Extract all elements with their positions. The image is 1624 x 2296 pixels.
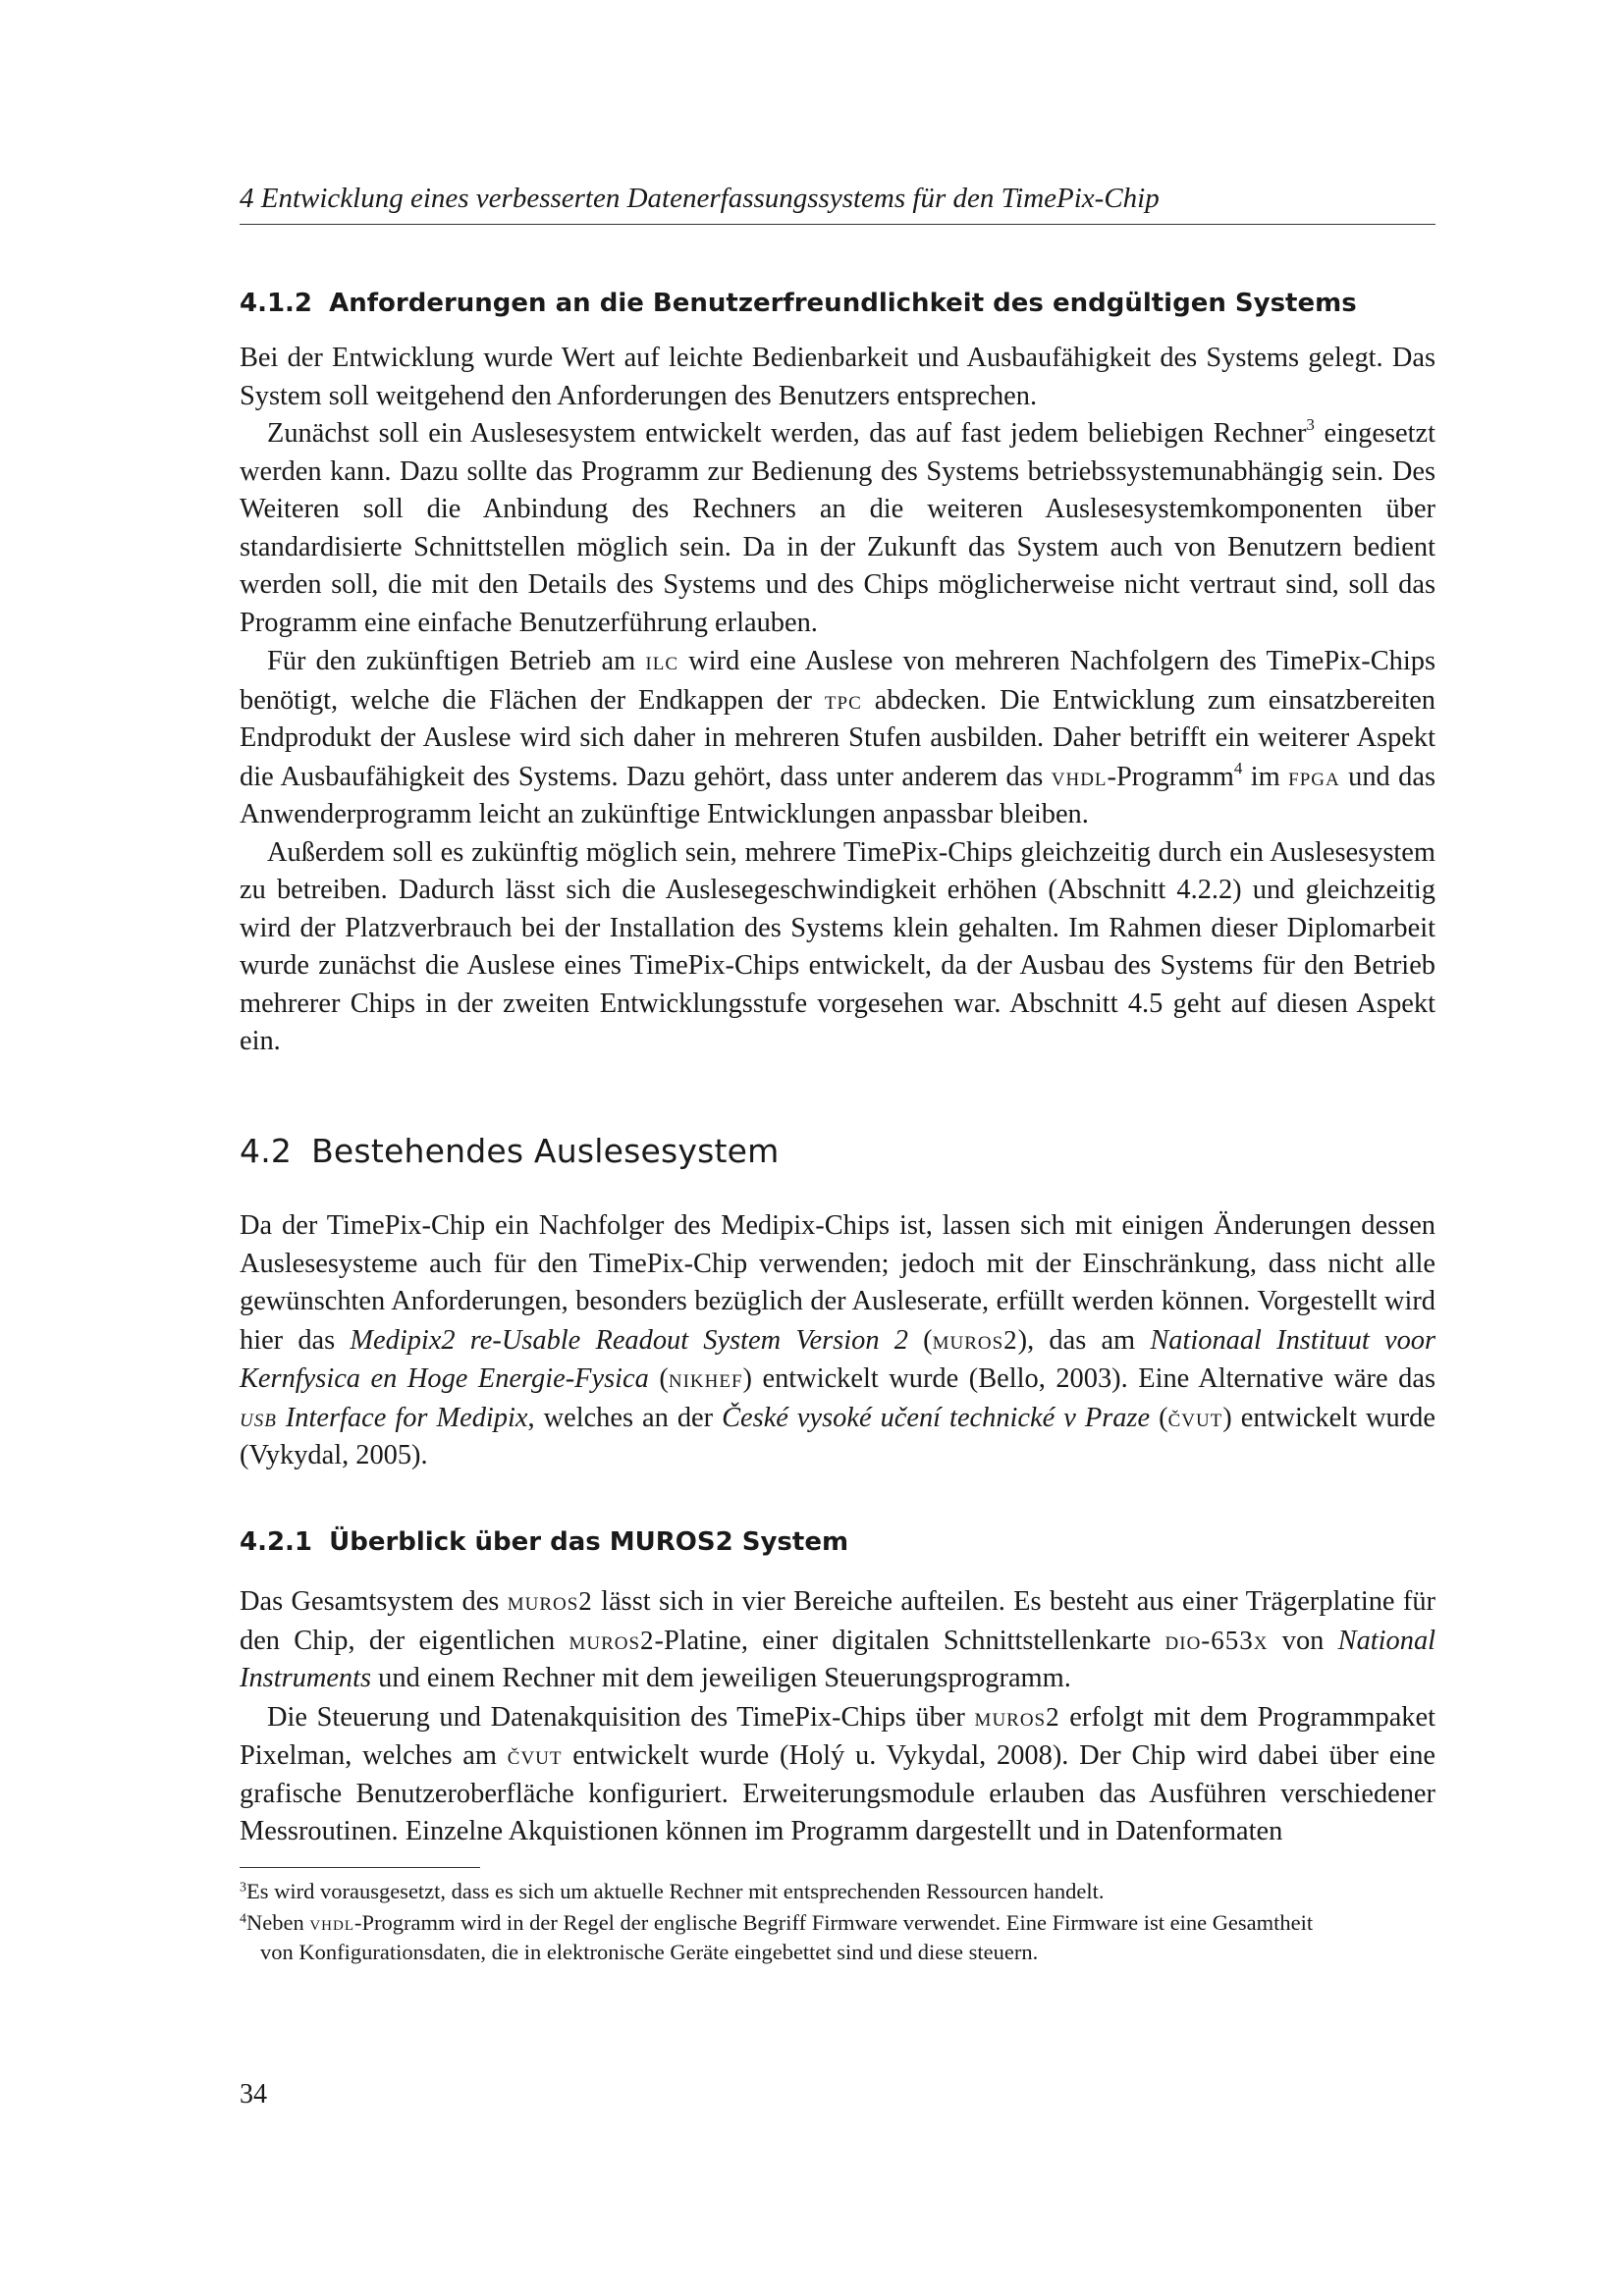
section-number: 4.2 [240,1132,293,1170]
section-title: Bestehendes Auslesesystem [311,1132,780,1170]
paragraph: Zunächst soll ein Auslesesystem entwickelt werden, das auf fast jedem beliebigen Rechner$^3$ eingesetzt werden kann. Dazu sollte das Programm zur Bedienung des Systems betriebssystemunabhängig sein. Des Weiteren soll die Anbindung des Rechners an die weiteren Auslesesystemkomponenten über standardisierte Schnittstellen möglich sein. Da in der Zukunft das System auch von Benutzern bedient werden soll, die mit den Details des Systems und des Chips möglicherweise nicht vertraut sind, soll das Programm eine einfache Benutzerführung erlauben. [240,415,1435,638]
section-body-4-1-2 [240,340,1435,1061]
paragraph: Bei der Entwicklung wurde Wert auf leichte Bedienbarkeit und Ausbaufähigkeit des Systems gelegt. Das System soll weitgehend den Anforderungen des Benutzers entsprechen. [240,343,1435,411]
section-number: 4.2.1 [240,1527,313,1557]
abbreviation: muros2 [568,1625,655,1655]
footnotes [240,1877,1435,1969]
header-rule [240,224,1435,225]
abbreviation: čvut [1167,1402,1223,1432]
footnote-mark: 3 [240,1880,246,1896]
section-title: Anforderungen an die Benutzerfreundlichkeit des endgültigen Systems [329,289,1357,318]
paragraph: Da der TimePix-Chip ein Nachfolger des Medipix-Chips ist, lassen sich mit einigen Änderungen dessen Auslesesysteme auch für den TimePix-Chip verwenden; jedoch mit der Einschränkung, dass nicht alle gewünschten Anforderungen, besonders bezüglich der Ausleserate, erfüllt werden können. Vorgestellt wird hier das Medipix2 re-Usable Readout System Version 2 (muros2), das am Nationaal Instituut voor Kernfysica en Hoge Energie-Fysica (nikhef) entwickelt wurde (Bello, 2003). Eine Alternative wäre das usb Interface for Medipix, welches an der České vysoké učení technické v Praze (čvut) entwickelt wurde (Vykydal, 2005). [240,1210,1436,1470]
abbreviation: usb [240,1402,277,1432]
paragraph: Für den zukünftigen Betrieb am ilc wird eine Auslese von mehreren Nachfolgern des TimePix-Chips benötigt, welche die Flächen der Endkappen der tpc abdecken. Die Entwicklung zum einsatzbereiten Endprodukt der Auslese wird sich daher in mehreren Stufen ausbilden. Daher betrifft ein weiterer Aspekt die Ausbaufähigkeit des Systems. Dazu gehört, dass unter anderem das vhdl-Programm$^4$ im fpga und das Anwenderprogramm leicht an zukünftige Entwicklungen anpassbar bleiben. [240,646,1435,829]
abbreviation: vhdl [309,1911,354,1935]
running-head: 4 Entwicklung eines verbesserten Datenerfassungssystems für den TimePix-Chip [240,183,1160,214]
paragraph: Das Gesamtsystem des muros2 lässt sich in vier Bereiche aufteilen. Es besteht aus einer Trägerplatine für den Chip, der eigentlichen muros2-Platine, einer digitalen Schnittstellenkarte dio-653x von National Instruments und einem Rechner mit dem jeweiligen Steuerungsprogramm. [240,1586,1436,1693]
page-number: 34 [240,2079,267,2109]
footnote-ref: 3 [1306,415,1315,435]
abbreviation: nikhef [668,1363,743,1393]
footnote-3: $^3$Es wird vorausgesetzt, dass es sich um aktuelle Rechner mit entsprechenden Ressourcen handelt. [240,1879,1105,1903]
footnote-rule [240,1867,480,1868]
section-body-4-2 [240,1207,1435,1475]
section-number: 4.1.2 [240,289,313,318]
abbreviation: fpga [1288,761,1340,791]
abbreviation: tpc [824,684,862,715]
footnote-ref: 4 [1233,758,1243,777]
abbreviation: muros2 [507,1586,593,1616]
footnote-4: $^4$Neben vhdl-Programm wird in der Regel der englische Begriff Firmware verwendet. Eine Firmware ist eine Gesamtheit von Konfigurationsdaten, die in elektronische Geräte eingebettet sind und diese steuern. [240,1910,1314,1964]
abbreviation: muros2 [932,1324,1018,1355]
section-title: Überblick über das MUROS2 System [329,1527,849,1557]
abbreviation: čvut [507,1740,563,1770]
section-heading-4-2-1 [240,1525,1435,1559]
section-body-4-2-1 [240,1582,1435,1851]
paragraph: Die Steuerung und Datenakquisition des TimePix-Chips über muros2 erfolgt mit dem Programmpaket Pixelman, welches am čvut entwickelt wurde (Holý u. Vykydal, 2008). Der Chip wird dabei über eine grafische Benutzeroberfläche konfiguriert. Erweiterungsmodule erlauben das Ausführen verschiedener Messroutinen. Einzelne Akquistionen können im Programm dargestellt und in Datenformaten [240,1701,1435,1846]
paragraph: Außerdem soll es zukünftig möglich sein, mehrere TimePix-Chips gleichzeitig durch ein Auslesesystem zu betreiben. Dadurch lässt sich die Auslesegeschwindigkeit erhöhen (Abschnitt 4.2.2) und gleichzeitig wird der Platzverbrauch bei der Installation des Systems klein gehalten. Im Rahmen dieser Diplomarbeit wurde zunächst die Auslese eines TimePix-Chips entwickelt, da der Ausbau des Systems für den Betrieb mehrerer Chips in der zweiten Entwicklungsstufe vorgesehen war. Abschnitt 4.5 geht auf diesen Aspekt ein. [240,836,1435,1056]
abbreviation: muros2 [974,1701,1060,1732]
abbreviation: dio-653x [1164,1625,1269,1655]
section-heading-4-1-2 [240,287,1435,320]
abbreviation: ilc [645,646,679,675]
section-heading-4-2 [240,1131,1435,1172]
footnote-mark: 4 [240,1911,246,1927]
abbreviation: vhdl [1051,761,1108,791]
